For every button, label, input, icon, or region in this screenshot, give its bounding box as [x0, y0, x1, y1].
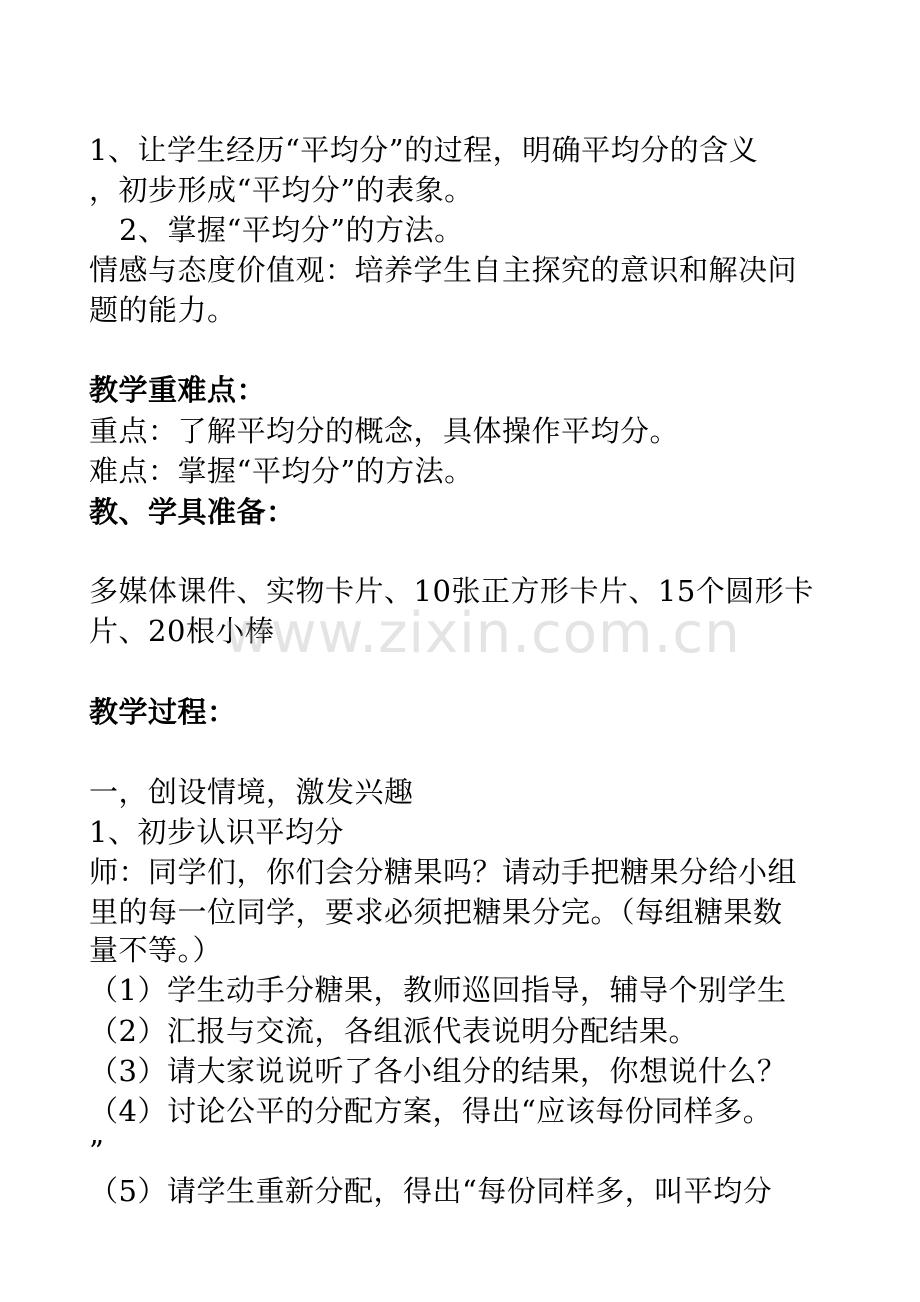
activity-item-2: （2）汇报与交流，各组派代表说明分配结果。 — [89, 1014, 698, 1048]
watermark: www.zixin.com.cn — [224, 601, 741, 666]
key-point-line: 重点：了解平均分的概念，具体操作平均分。 — [89, 414, 680, 448]
emotion-objective-line-cont: 题的能力。 — [89, 293, 237, 327]
activity-item-3: （3）请大家说说听了各小组分的结果，你想说什么？ — [89, 1054, 787, 1088]
materials-line: 多媒体课件、实物卡片、10张正方形卡片、15个圆形卡 — [89, 574, 814, 608]
teacher-line-cont-1: 里的每一位同学，要求必须把糖果分完。（每组糖果数 — [89, 895, 783, 929]
materials-line-cont: 片、20根小棒 — [89, 614, 275, 648]
objective-line-1-cont: ，初步形成“平均分”的表象。 — [89, 173, 474, 207]
objective-line-2: 2、掌握“平均分”的方法。 — [119, 213, 464, 247]
process-step-heading: 一，创设情境，激发兴趣 — [89, 775, 414, 809]
activity-item-5: （5）请学生重新分配，得出“每份同样多，叫平均分 — [89, 1174, 773, 1208]
section-heading-process: 教学过程： — [89, 695, 237, 729]
activity-item-1: （1）学生动手分糖果，教师巡回指导，辅导个别学生 — [89, 973, 787, 1007]
difficult-point-line: 难点：掌握“平均分”的方法。 — [89, 454, 474, 488]
activity-item-4: （4）讨论公平的分配方案，得出“应该每份同样多。 — [89, 1094, 773, 1128]
emotion-objective-line: 情感与态度价值观：培养学生自主探究的意识和解决问 — [89, 253, 798, 287]
teacher-line-cont-2: 量不等。） — [89, 933, 223, 967]
process-substep-heading: 1、初步认识平均分 — [89, 815, 344, 849]
teacher-line: 师：同学们，你们会分糖果吗？请动手把糖果分给小组 — [89, 855, 798, 889]
objective-line-1: 1、让学生经历“平均分”的过程，明确平均分的含义 — [89, 133, 759, 167]
section-heading-key-points: 教学重难点： — [89, 373, 267, 407]
activity-item-4-cont: ” — [89, 1134, 105, 1168]
section-heading-materials: 教、学具准备： — [89, 495, 296, 529]
